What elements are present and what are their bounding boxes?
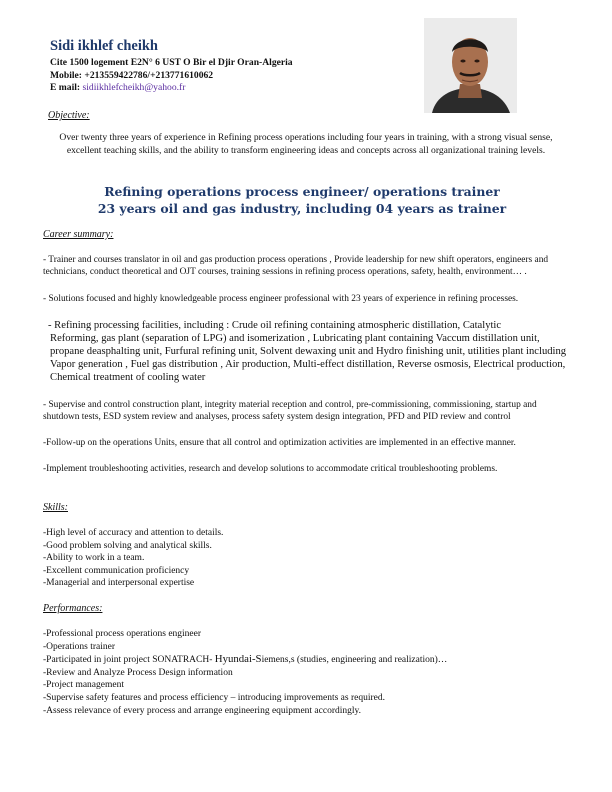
candidate-name: Sidi ikhlef cheikh [50, 38, 158, 54]
list-item: -Supervise safety features and process efficiency – introducing improvements as required. [43, 692, 385, 703]
list-item-joint-project [43, 653, 447, 667]
joint-project-company: Hyundai-S [214, 653, 262, 666]
career-paragraph-troubleshooting: -Implement troubleshooting activities, research and develop solutions to accommodate critical troubleshooting problems. [43, 464, 498, 474]
career-paragraph-solutions: - Solutions focused and highly knowledgeable process engineer professional with 23 years of experience in refining processes. [43, 294, 519, 304]
list-item: -Operations trainer [43, 641, 116, 652]
career-summary-heading: Career summary: [43, 229, 114, 240]
objective-text: Over twenty three years of experience in Refining process operations including four years in training, with a strong visual sense, excellent teaching skills, and the ability to transform engineering ideas and concepts across all organizational training levels. [59, 132, 553, 156]
email-label: E mail: [50, 82, 81, 93]
facilities-continuation: Reforming, gas plant (separation of LPG) and isomerization , Lubricating plant containing Vaccum distillation unit, propane deasphalting unit, Furfural refining unit, Solvent dewaxing unit and Hydro finishing unit, utilities plant including Vapor generation , Fuel gas distribution , Air production, Multi-effect distillation, Reverse osmosis, Electrical production, Chemical treatment of cooling water [50, 333, 567, 384]
list-item: -Ability to work in a team. [43, 553, 145, 564]
performances-list [43, 628, 447, 717]
list-item: -High level of accuracy and attention to details. [43, 528, 224, 538]
list-item: -Excellent communication proficiency [43, 565, 190, 576]
list-item: -Assess relevance of every process and arrange engineering equipment accordingly. [43, 705, 362, 716]
facilities-first-line: - Refining processing facilities, including : Crude oil refining containing atmospheric distillation, Catalytic [48, 320, 502, 331]
career-paragraph-followup: -Follow-up on the operations Units, ensure that all control and optimization activities are implemented in an effective manner. [43, 438, 516, 448]
mobile-numbers: Mobile: +213559422786/+213771610062 [50, 70, 214, 81]
title-line-2: 23 years oil and gas industry, including 04 years as trainer [97, 201, 507, 216]
career-paragraph-supervise: - Supervise and control construction plant, integrity material reception and control, pre-commissioning, commissioning, startup and shutdown tests, ESD system review and analyses, process safety system design integration, PFD and PID review and control [43, 400, 537, 423]
professional-title [40, 183, 564, 217]
performances-heading: Performances: [43, 603, 103, 614]
list-item: -Professional process operations engineer [43, 629, 202, 639]
skills-heading: Skills: [43, 502, 68, 513]
list-item: -Project management [43, 680, 124, 691]
skills-list [43, 527, 223, 590]
objective-heading: Objective: [48, 110, 90, 121]
career-paragraph-facilities [48, 319, 568, 384]
list-item: -Good problem solving and analytical skills. [43, 540, 212, 551]
address: Cite 1500 logement E2N° 6 UST O Bir el Djir Oran-Algeria [50, 57, 293, 68]
profile-photo [424, 18, 517, 113]
list-item: -Managerial and interpersonal expertise [43, 578, 195, 589]
email-line [50, 82, 185, 93]
list-item: -Review and Analyze Process Design information [43, 667, 233, 678]
joint-project-suffix: iemens,s (studies, engineering and realization)… [261, 655, 448, 666]
email-link[interactable]: sidiikhlefcheikh@yahoo.fr [82, 82, 186, 93]
career-paragraph-trainer: - Trainer and courses translator in oil and gas production process operations , Provide leadership for new shift operators, engineers and technicians, conduct theoretical and OJT courses, training sessions in refining process operations, safety, health, environment… . [43, 255, 549, 278]
title-line-1: Refining operations process engineer/ operations trainer [104, 184, 500, 199]
joint-project-prefix: -Participated in joint project SONATRACH- [43, 655, 215, 666]
